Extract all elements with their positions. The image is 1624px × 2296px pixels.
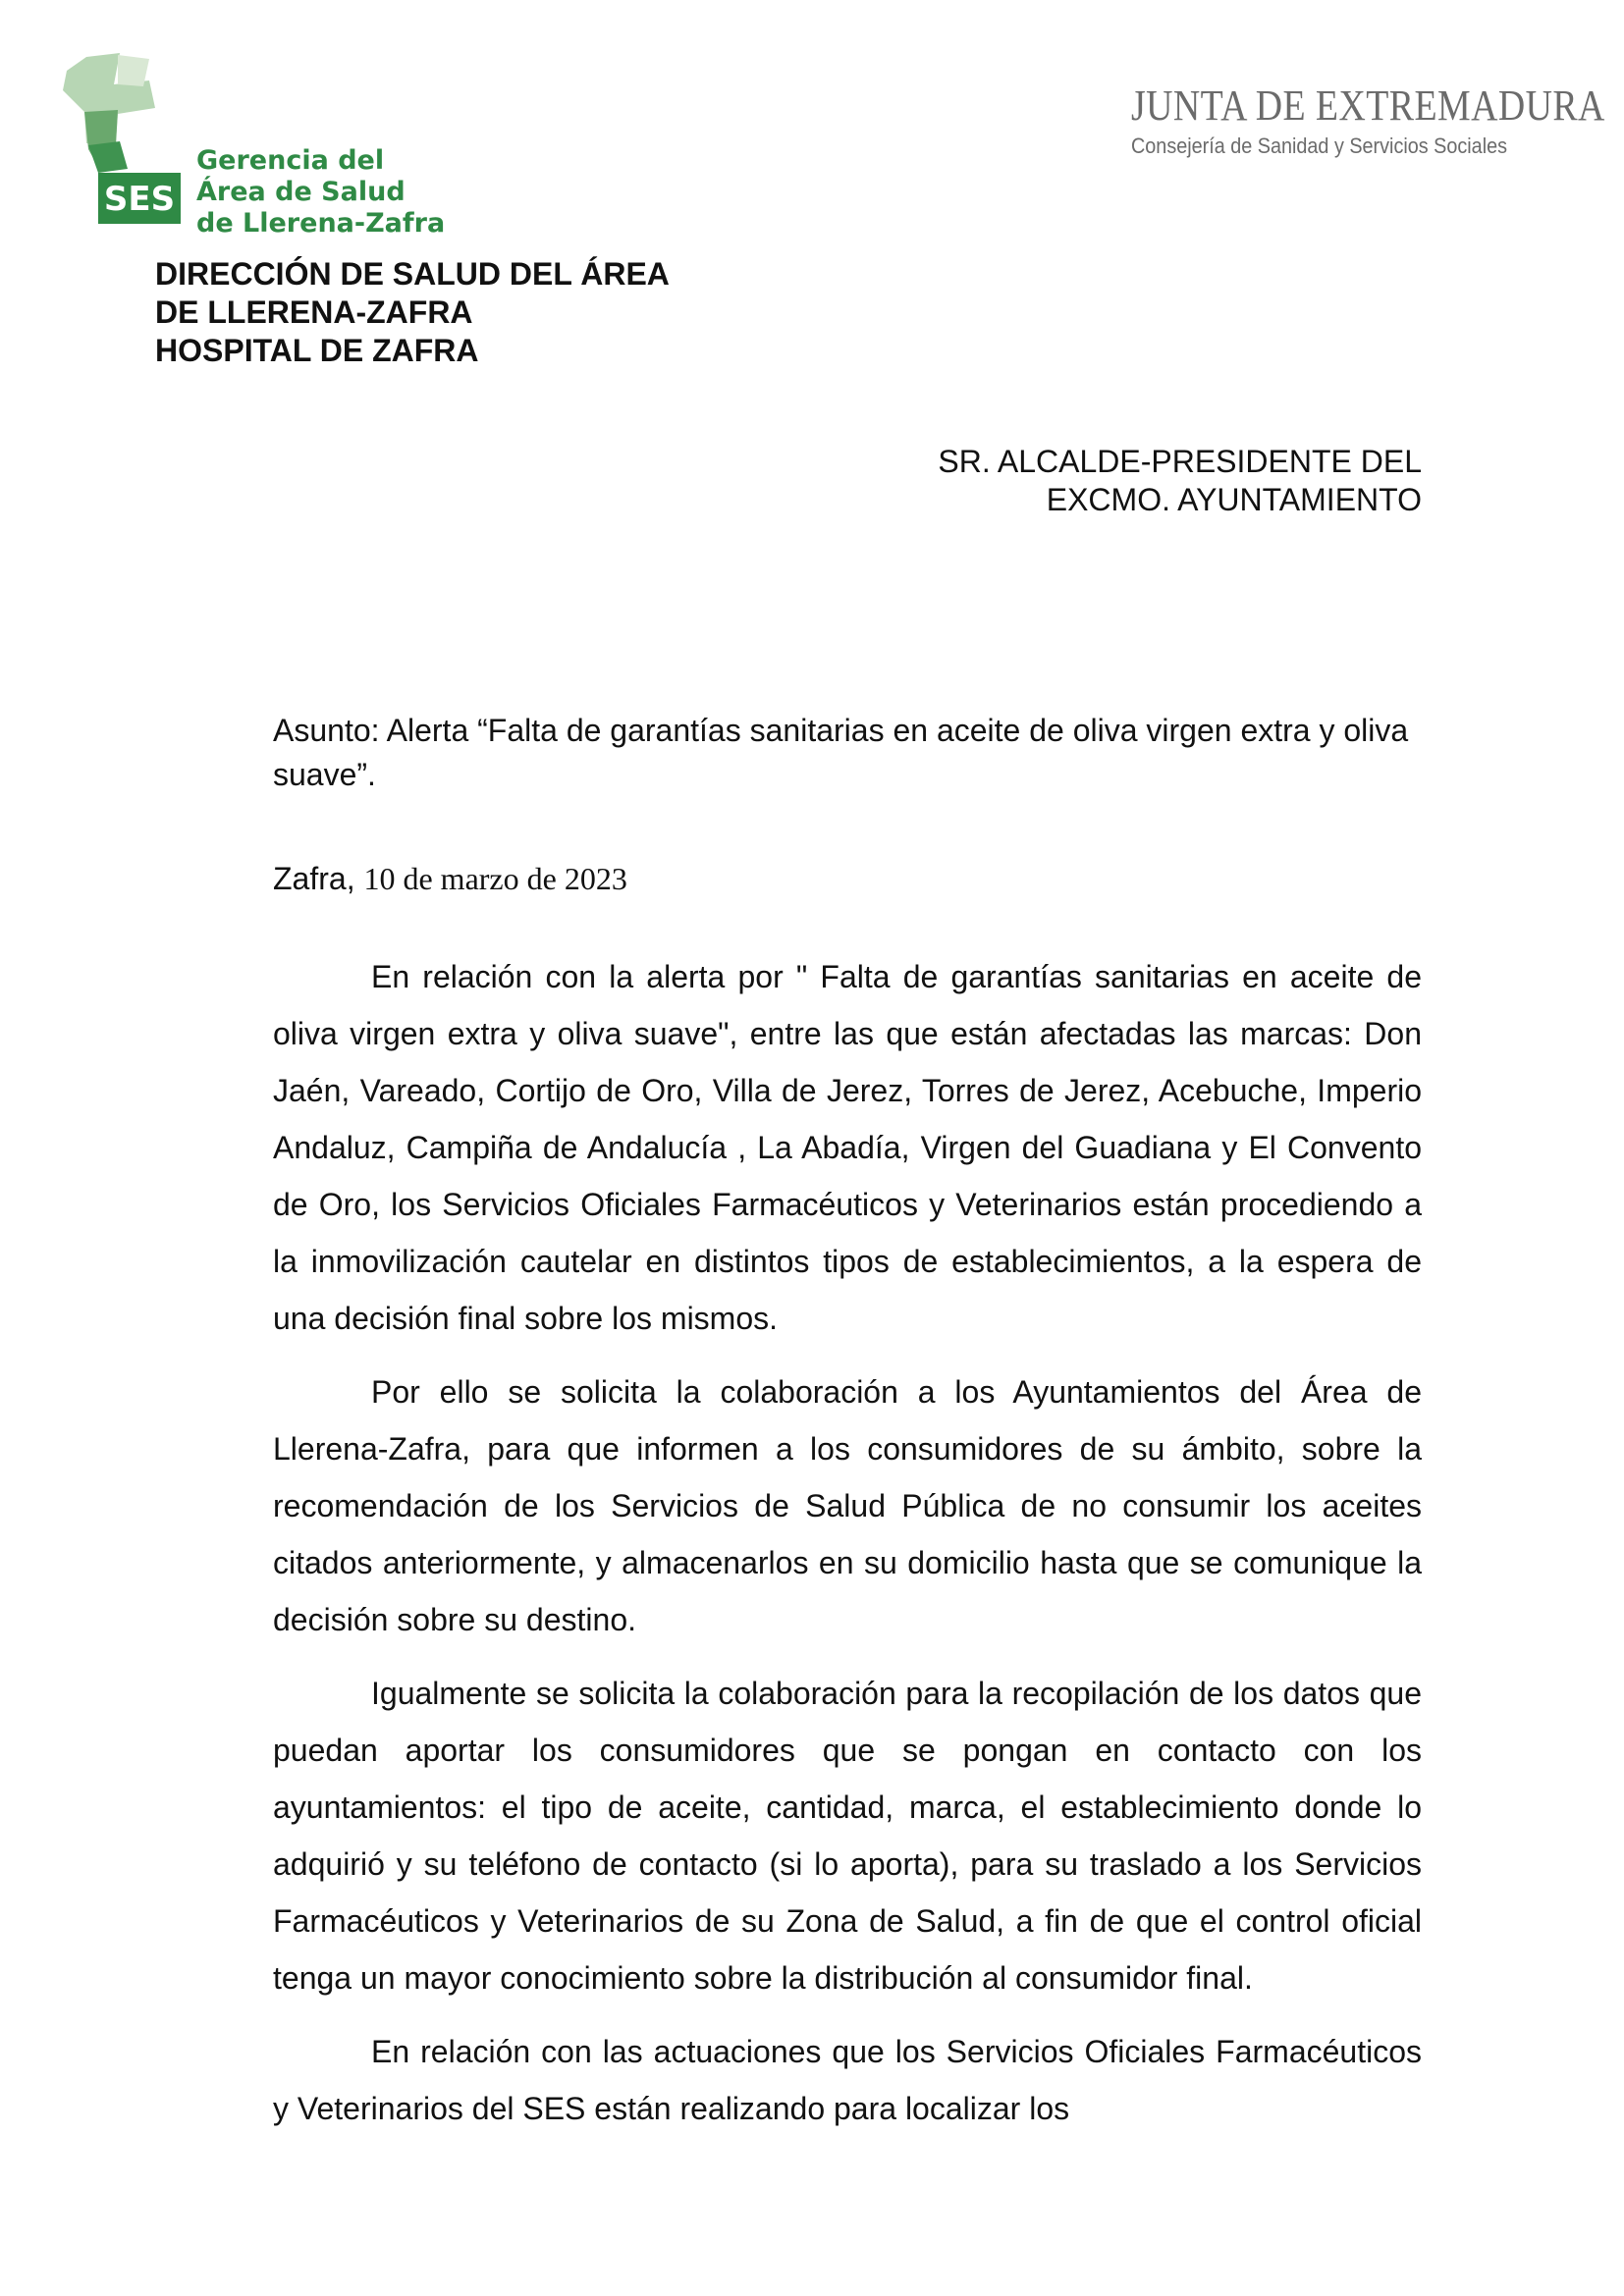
recipient-line: SR. ALCALDE-PRESIDENTE DEL bbox=[938, 444, 1422, 479]
sender-line: DE LLERENA-ZAFRA bbox=[155, 294, 473, 330]
recipient-block bbox=[938, 443, 1422, 519]
ses-area-name bbox=[196, 145, 445, 240]
junta-extremadura-logo bbox=[1131, 82, 1624, 161]
place-date bbox=[273, 858, 627, 899]
place: Zafra, bbox=[273, 861, 355, 896]
date: 10 de marzo de 2023 bbox=[363, 861, 627, 896]
sender-line: HOSPITAL DE ZAFRA bbox=[155, 333, 479, 368]
ses-name-line: de Llerena-Zafra bbox=[196, 208, 446, 239]
ses-abbr: SES bbox=[103, 180, 176, 219]
ses-name-line: Área de Salud bbox=[196, 177, 406, 207]
body-paragraph: En relación con la alerta por " Falta de garantías sanitarias en aceite de oliva virgen extra y oliva suave", entre las que están afectadas las marcas: Don Jaén, Vareado, Cortijo de Oro, Villa de Jerez, Torres de Jerez, Acebuche, Imperio Andaluz, Campiña de Andalucía , La Abadía, Virgen del Guadiana y El Convento de Oro, los Servicios Oficiales Farmacéuticos y Veterinarios están procediendo a la inmovilización cautelar en distintos tipos de establecimientos, a la espera de una decisión final sobre los mismos. bbox=[273, 959, 1422, 1336]
ses-name-line: Gerencia del bbox=[196, 145, 385, 176]
junta-subtitle: Consejería de Sanidad y Servicios Sociales bbox=[1131, 133, 1508, 158]
ses-cross-icon bbox=[59, 51, 206, 238]
body-paragraph: Por ello se solicita la colaboración a los Ayuntamientos del Área de Llerena-Zafra, para que informen a los consumidores de su ámbito, sobre la recomendación de los Servicios de Salud Pública de no consumir los aceites citados anteriormente, y almacenarlos en su domicilio hasta que se comunique la decisión sobre su destino. bbox=[273, 1374, 1422, 1637]
sender-line: DIRECCIÓN DE SALUD DEL ÁREA bbox=[155, 256, 670, 292]
letter-body bbox=[273, 948, 1422, 2154]
junta-title: JUNTA DE EXTREMADURA bbox=[1131, 81, 1605, 130]
body-paragraph: En relación con las actuaciones que los Servicios Oficiales Farmacéuticos y Veterinarios del SES están realizando para localizar los bbox=[273, 2034, 1422, 2126]
recipient-line: EXCMO. AYUNTAMIENTO bbox=[1046, 482, 1422, 517]
subject-line: Asunto: Alerta “Falta de garantías sanitarias en aceite de oliva virgen extra y oliva suave”. bbox=[273, 713, 1409, 792]
ses-logo bbox=[59, 51, 452, 238]
body-paragraph: Igualmente se solicita la colaboración para la recopilación de los datos que puedan aportar los consumidores que se pongan en contacto con los ayuntamientos: el tipo de aceite, cantidad, marca, el establecimiento donde lo adquirió y su teléfono de contacto (si lo aporta), para su traslado a los Servicios Farmacéuticos y Veterinarios de su Zona de Salud, a fin de que el control oficial tenga un mayor conocimiento sobre la distribución al consumidor final. bbox=[273, 1676, 1422, 1996]
sender-block bbox=[155, 255, 670, 370]
